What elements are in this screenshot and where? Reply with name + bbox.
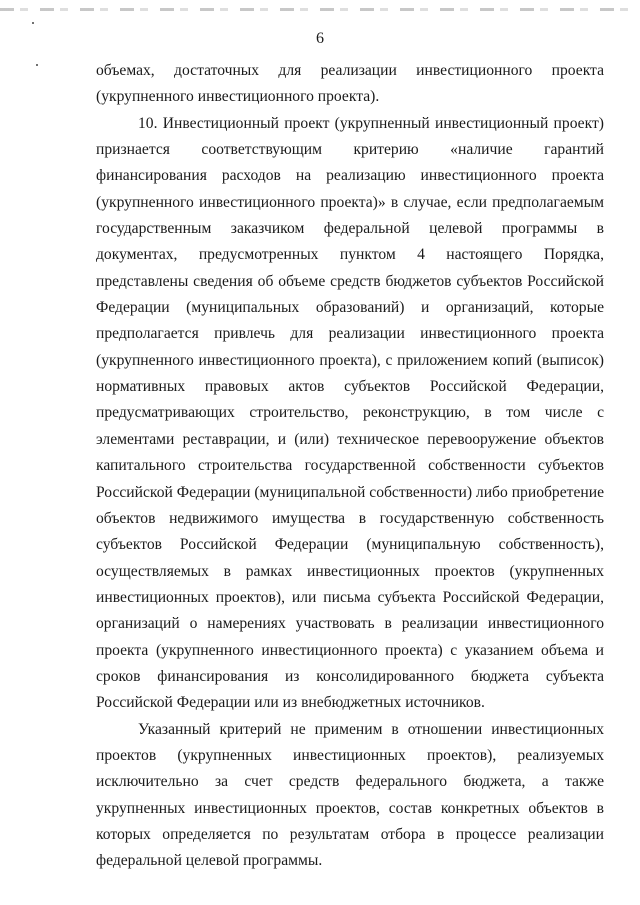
- document-body: [96, 58, 604, 875]
- scan-top-edge: [0, 8, 640, 11]
- paragraph-criterion-exception: Указанный критерий не применим в отношении инвестиционных проектов (укрупненных инвестиционных проектов), реализуемых исключительно за счет средств федерального бюджета, а также укрупненных инвестиционных проектов, состав конкретных объектов в которых определяется по результатам отбора в процессе реализации федеральной целевой программы.: [96, 720, 604, 870]
- page-number: 6: [316, 30, 324, 47]
- paragraph-continuation: объемах, достаточных для реализации инвестиционного проекта (укрупненного инвестиционного проекта).: [96, 62, 604, 106]
- scan-speck: [36, 64, 38, 66]
- scan-speck: [32, 22, 34, 24]
- paragraph-item-10: 10. Инвестиционный проект (укрупненный инвестиционный проект) признается соответствующим критерию «наличие гарантий финансирования расходов на реализацию инвестиционного проекта (укрупненного инвестиционного проекта)» в случае, если предполагаемым государственным заказчиком федеральной целевой программы в документах, предусмотренных пунктом 4 настоящего Порядка, представлены сведения об объеме средств бюджетов субъектов Российской Федерации (муниципальных образований) и организаций, которые предполагается привлечь для реализации инвестиционного проекта (укрупненного инвестиционного проекта), с приложением копий (выписок) нормативных правовых актов субъектов Российской Федерации, предусматривающих строительство, реконструкцию, в том числе с элементами реставрации, и (или) техническое перевооружение объектов капитального строительства государственной собственности субъектов Российской Федерации (муниципальной собственности) либо приобретение объектов недвижимого имущества в государственную собственность субъектов Российской Федерации (муниципальную собственность), осуществляемых в рамках инвестиционных проектов (укрупненных инвестиционных проектов), или письма субъекта Российской Федерации, организаций о намерениях участвовать в реализации инвестиционного проекта (укрупненного инвестиционного проекта) с указанием объема и сроков финансирования из консолидированного бюджета субъекта Российской Федерации или из внебюджетных источников.: [96, 114, 604, 712]
